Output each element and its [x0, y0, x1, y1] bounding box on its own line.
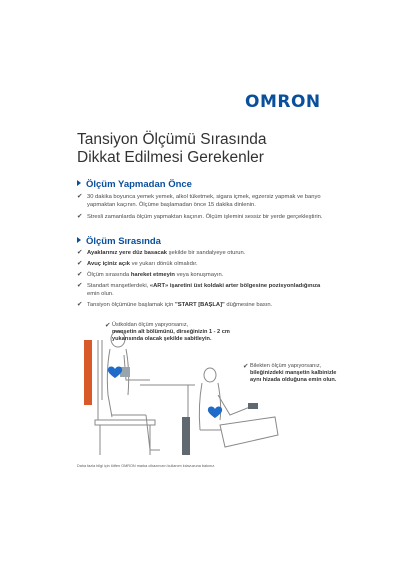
wrist-caption-bold: bileğinizdeki manşetin kalbinizle aynı hizada olduğuna emin olun. [250, 370, 337, 383]
list-item: ✔ Ayaklarınız yere düz basacak şekilde bir sandalyeye oturun. [77, 249, 246, 256]
checkmark-icon: ✔ [77, 193, 83, 200]
measurement-illustration [80, 325, 280, 455]
arrow-right-icon [77, 237, 81, 243]
seated-person-figure [95, 331, 195, 455]
list-item-text: 30 dakika boyunca yemek yemek, alkol tüketmek, sigara içmek, egzersiz yapmak ve banyo yapmaktan kaçının. Ölçüme başlamadan önce 15 dakika dinlenin. [87, 194, 321, 208]
checkmark-icon: ✔ [77, 249, 83, 256]
before-list [77, 193, 332, 224]
checkmark-icon: ✔ [243, 363, 249, 370]
upper-arm-caption-bold: manşetin alt bölümünü, dirseğinizin 1 - 2 cm yukarısında olacak şekilde sabitleyin. [112, 329, 230, 342]
checkmark-icon: ✔ [77, 271, 83, 278]
checkmark-icon: ✔ [77, 301, 83, 308]
section-heading-before [77, 179, 192, 190]
title-line-1: Tansiyon Ölçümü Sırasında [77, 131, 267, 148]
upper-arm-caption [105, 322, 232, 343]
heart-icon [108, 367, 122, 378]
table-leg-dark [182, 417, 190, 455]
armrest-cushion [220, 417, 278, 447]
checkmark-icon: ✔ [105, 322, 111, 329]
during-list [77, 249, 332, 312]
list-item-text: Stresli zamanlarda ölçüm yapmaktan kaçının. Ölçüm işlemini sessiz bir yerde gerçekleştirin. [87, 214, 323, 220]
page-title [77, 131, 377, 167]
list-item: ✔ Avuç içiniz açık ve yukarı dönük olmalıdır. [77, 260, 198, 267]
checkmark-icon: ✔ [77, 260, 83, 267]
title-line-2: Dikkat Edilmesi Gerekenler [77, 149, 264, 166]
brand-logo: OMRON [245, 92, 321, 112]
section-heading-before-label: Ölçüm Yapmadan Önce [86, 179, 192, 190]
wrist-caption [243, 363, 345, 384]
section-heading-during-label: Ölçüm Sırasında [86, 236, 161, 247]
wrist-cuff [248, 403, 258, 409]
chair-back-pad [84, 340, 92, 405]
list-item [77, 193, 332, 209]
list-item: ✔ Standart manşetlerdeki, «ART» işaretini üst koldaki arter bölgesine pozisyonladığınıza emin olun. [77, 282, 321, 297]
list-item [77, 213, 332, 221]
section-heading-during [77, 236, 161, 247]
arrow-right-icon [77, 180, 81, 186]
list-item: ✔ Ölçüm sırasında hareket etmeyin veya konuşmayın. [77, 271, 224, 278]
upper-arm-caption-intro: Üstkoldan ölçüm yapıyorsanız, [112, 322, 189, 328]
checkmark-icon: ✔ [77, 213, 83, 220]
checkmark-icon: ✔ [77, 282, 83, 289]
list-item: ✔ Tansiyon ölçümüne başlamak için "START [BAŞLA]" düğmesine basın. [77, 301, 273, 308]
footnote: Daha fazla bilgi için lütfen OMRON marka cihazınızın kullanım kılavuzuna bakınız. [77, 464, 216, 468]
wrist-caption-intro: Bilekten ölçüm yapıyorsanız, [250, 363, 322, 369]
